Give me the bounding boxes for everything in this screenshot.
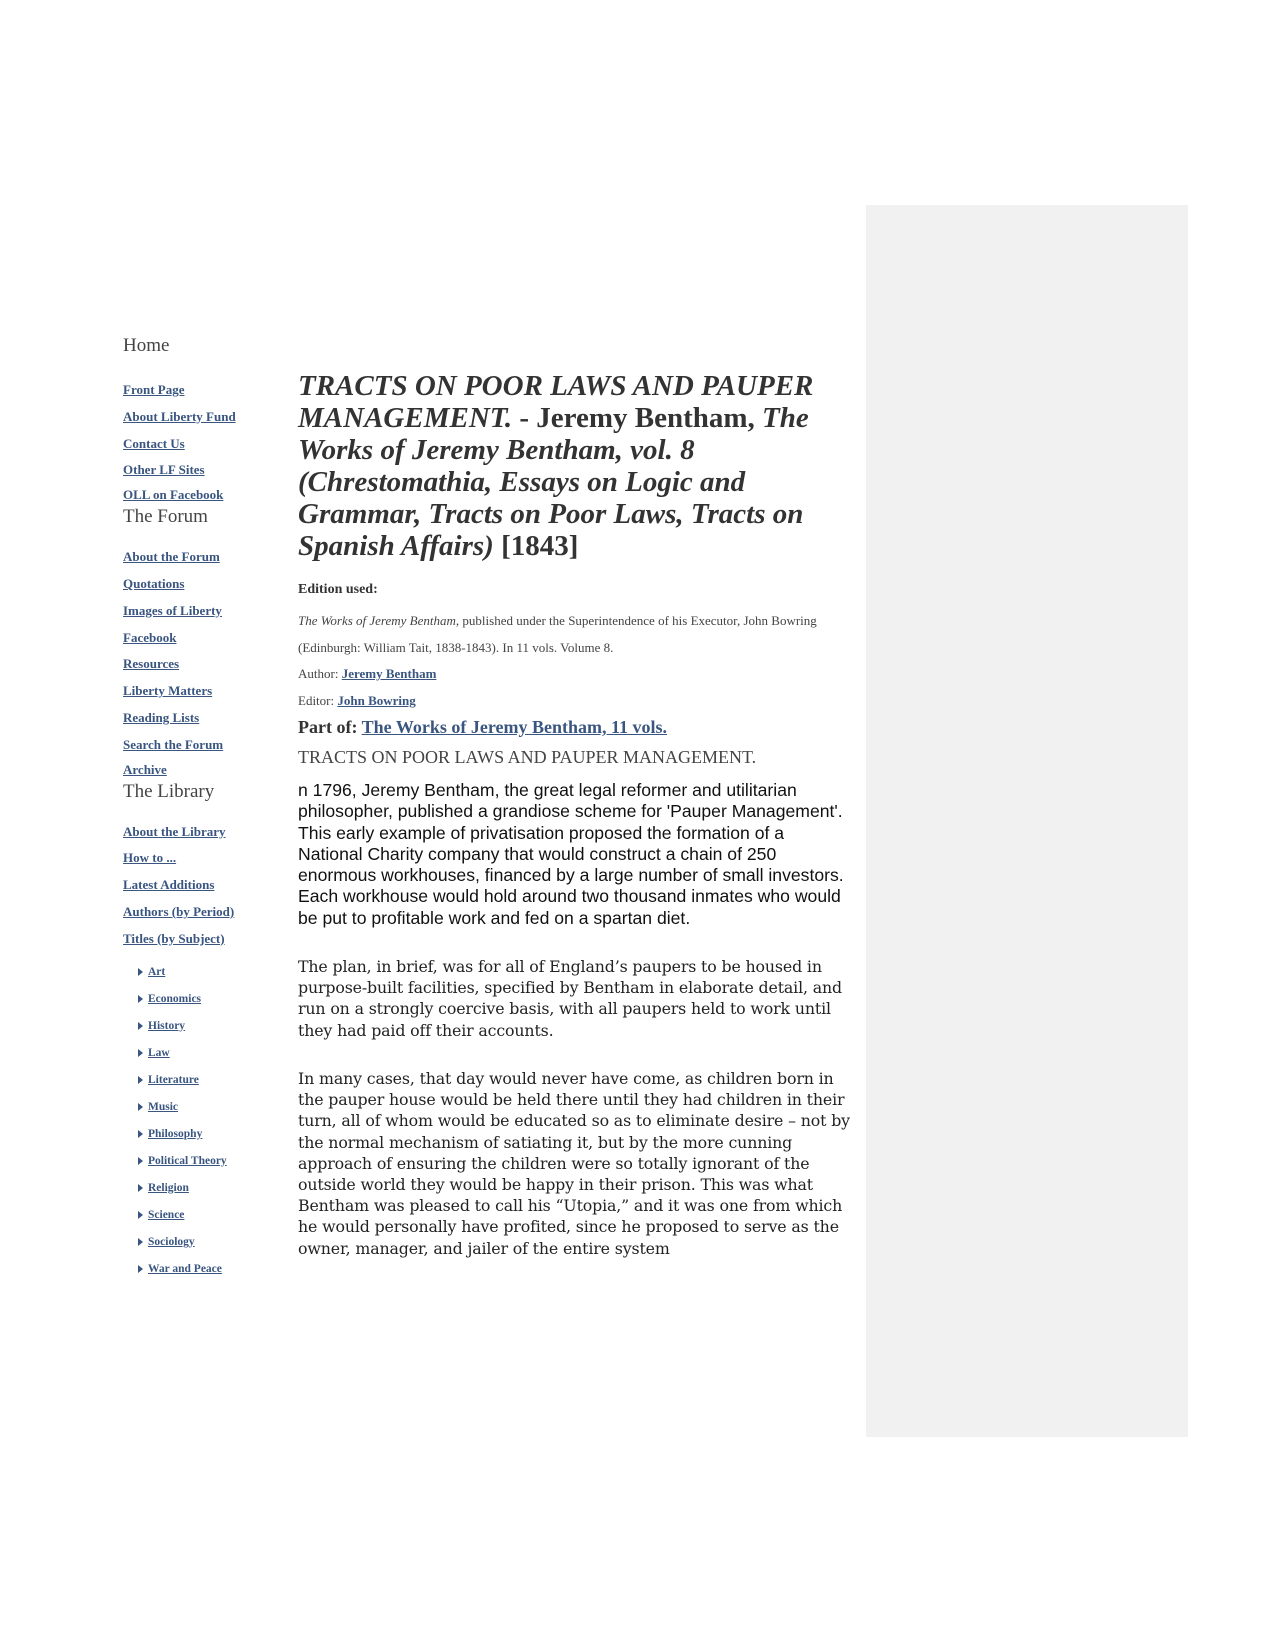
title-work-name: The Works of Jeremy Bentham, vol. 8 (Chrestomathia, Essays on Logic and Grammar, Tracts on Poor Laws, Tracts on Spanish Affairs) — [298, 402, 809, 562]
triangle-right-icon — [138, 1211, 143, 1219]
editor-label: Editor: — [298, 692, 338, 708]
images-of-liberty-link[interactable]: Images of Liberty — [123, 602, 222, 618]
subject-item — [138, 1256, 273, 1283]
triangle-right-icon — [138, 1103, 143, 1111]
triangle-right-icon — [138, 1238, 143, 1246]
about-liberty-fund-link[interactable]: About Liberty Fund — [123, 408, 236, 424]
triangle-right-icon — [138, 1265, 143, 1273]
nav-item — [123, 926, 273, 953]
subject-item — [138, 959, 273, 986]
subject-item — [138, 1067, 273, 1094]
nav-item — [123, 571, 273, 598]
nav-item — [123, 845, 273, 872]
page-title — [298, 370, 853, 562]
triangle-right-icon — [138, 968, 143, 976]
latest-additions-link[interactable]: Latest Additions — [123, 877, 215, 893]
other-lf-sites-link[interactable]: Other LF Sites — [123, 462, 205, 478]
nav-item — [123, 705, 273, 732]
subject-item — [138, 1202, 273, 1229]
subject-item — [138, 1121, 273, 1148]
subject-sociology-link[interactable]: Sociology — [148, 1235, 195, 1248]
nav-item — [123, 544, 273, 571]
subject-music-link[interactable]: Music — [148, 1100, 179, 1113]
nav-item — [123, 651, 273, 678]
triangle-right-icon — [138, 1157, 143, 1165]
front-page-link[interactable]: Front Page — [123, 382, 185, 397]
about-forum-link[interactable]: About the Forum — [123, 549, 220, 565]
home-section-title: Home — [123, 335, 170, 356]
nav-item — [123, 484, 273, 506]
body-paragraph-1: The plan, in brief, was for all of England’s paupers to be housed in purpose-built facilities, specified by Bentham in elaborate detail, and run on a strongly coercive basis, with all paupers held to work until they had paid off their accounts. — [298, 957, 842, 1040]
reading-lists-link[interactable]: Reading Lists — [123, 709, 200, 725]
subject-item — [138, 1148, 273, 1175]
nav-item — [123, 678, 273, 705]
triangle-right-icon — [138, 1049, 143, 1057]
quotations-link[interactable]: Quotations — [123, 575, 185, 591]
subject-science-link[interactable]: Science — [148, 1208, 185, 1221]
about-library-link[interactable]: About the Library — [123, 823, 226, 839]
subject-art-link[interactable]: Art — [148, 965, 166, 978]
edition-label: Edition used: — [298, 582, 378, 597]
how-to-link[interactable]: How to ... — [123, 850, 177, 866]
resources-link[interactable]: Resources — [123, 656, 180, 672]
subject-philosophy-link[interactable]: Philosophy — [148, 1127, 203, 1140]
subject-political-theory-link[interactable]: Political Theory — [148, 1154, 227, 1167]
author-line — [298, 661, 853, 688]
triangle-right-icon — [138, 1022, 143, 1030]
edition-work-title: The Works of Jeremy Bentham, — [298, 613, 460, 628]
nav-item — [123, 377, 273, 404]
triangle-right-icon — [138, 1184, 143, 1192]
edition-text — [298, 607, 818, 661]
nav-item — [123, 625, 273, 652]
part-of-link[interactable]: The Works of Jeremy Bentham, 11 vols. — [361, 717, 667, 737]
nav-item — [123, 598, 273, 625]
subject-history-link[interactable]: History — [148, 1019, 186, 1032]
home-links — [123, 377, 273, 506]
subject-item — [138, 1013, 273, 1040]
title-author: - Jeremy Bentham, — [512, 402, 763, 434]
main-content — [298, 370, 853, 1275]
nav-item — [123, 732, 273, 759]
title-tract-name: TRACTS ON POOR LAWS AND PAUPER MANAGEMENT. — [298, 370, 814, 434]
forum-section-title: The Forum — [123, 506, 208, 528]
facebook-link[interactable]: Facebook — [123, 629, 177, 645]
subject-war-and-peace-link[interactable]: War and Peace — [148, 1262, 222, 1275]
forum-links — [123, 544, 273, 780]
edition-details: published under the Superintendence of his Executor, John Bowring (Edinburgh: William Tait, 1838-1843). In 11 vols. Volume 8. — [298, 613, 817, 655]
subject-economics-link[interactable]: Economics — [148, 992, 202, 1005]
right-gray-panel — [866, 205, 1188, 1437]
nav-item — [123, 759, 273, 781]
section-subheading: TRACTS ON POOR LAWS AND PAUPER MANAGEMENT. — [298, 747, 757, 767]
contact-us-link[interactable]: Contact Us — [123, 435, 185, 451]
subject-item — [138, 1175, 273, 1202]
titles-by-subject-link[interactable]: Titles (by Subject) — [123, 930, 225, 946]
library-links — [123, 819, 273, 953]
subject-links — [138, 959, 273, 1283]
editor-link[interactable]: John Bowring — [337, 692, 416, 708]
subject-law-link[interactable]: Law — [148, 1046, 170, 1059]
subject-item — [138, 1040, 273, 1067]
sidebar-nav — [123, 335, 273, 1283]
oll-facebook-link[interactable]: OLL on Facebook — [123, 487, 224, 503]
nav-item — [123, 431, 273, 458]
authors-by-period-link[interactable]: Authors (by Period) — [123, 903, 235, 919]
liberty-matters-link[interactable]: Liberty Matters — [123, 683, 213, 699]
subject-item — [138, 1094, 273, 1121]
title-year: [1843] — [493, 530, 579, 562]
nav-item — [123, 457, 273, 484]
nav-item — [123, 819, 273, 846]
author-label: Author: — [298, 666, 342, 681]
subject-item — [138, 1229, 273, 1256]
subject-religion-link[interactable]: Religion — [148, 1181, 189, 1194]
nav-item — [123, 872, 273, 899]
archive-link[interactable]: Archive — [123, 761, 167, 777]
part-of-line — [298, 714, 853, 740]
search-forum-link[interactable]: Search the Forum — [123, 736, 224, 752]
triangle-right-icon — [138, 1130, 143, 1138]
triangle-right-icon — [138, 995, 143, 1003]
library-section-title: The Library — [123, 780, 215, 802]
body-paragraph-2: In many cases, that day would never have come, as children born in the pauper house would be held there until they had children in their turn, all of whom would be educated so as to eliminate desire – not by the normal mechanism of satiating it, but by the more cunning approach of ensuring the children were so totally ignorant of the outside world they would be happy in their prison. This was what Bentham was pleased to call his “Utopia,” and it was one from which he would personally have profited, since he proposed to serve as the owner, manager, and jailer of the entire system — [298, 1068, 850, 1258]
editor-line — [298, 688, 853, 715]
triangle-right-icon — [138, 1076, 143, 1084]
subject-literature-link[interactable]: Literature — [148, 1073, 199, 1086]
part-of-label: Part of: — [298, 717, 362, 737]
nav-item — [123, 404, 273, 431]
author-link[interactable]: Jeremy Bentham — [341, 666, 437, 681]
nav-item — [123, 899, 273, 926]
subject-item — [138, 986, 273, 1013]
intro-paragraph: n 1796, Jeremy Bentham, the great legal reformer and utilitarian philosopher, published a grandiose scheme for 'Pauper Management'. This early example of privatisation proposed the formation of a National Charity company that would construct a chain of 250 enormous workhouses, financed by a large number of small investors. Each workhouse would hold around two thousand inmates who would be put to profitable work and fed on a spartan diet. — [298, 780, 844, 928]
